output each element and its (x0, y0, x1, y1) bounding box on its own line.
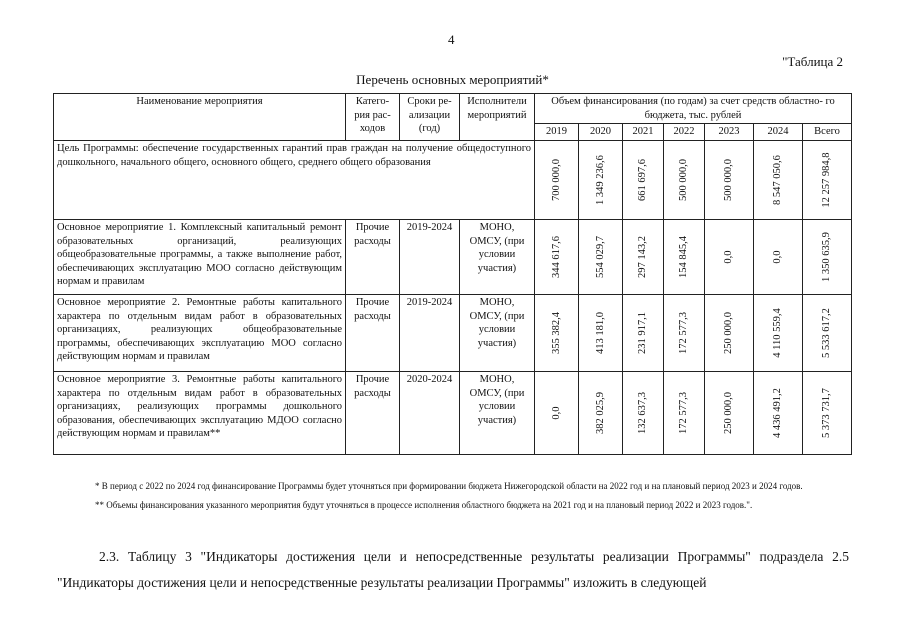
value-cell: 250 000,0 (705, 371, 754, 454)
table-row (54, 219, 852, 294)
header-name: Наименование мероприятия (54, 94, 346, 141)
total-cell: 5 533 617,2 (803, 294, 852, 371)
value-cell: 0,0 (535, 371, 579, 454)
body-paragraph (57, 544, 849, 596)
table-row (54, 371, 852, 454)
activity-category: Прочие расходы (346, 294, 400, 371)
activity-category: Прочие расходы (346, 371, 400, 454)
header-total: Всего (803, 124, 852, 141)
paragraph-text: 2.3. Таблицу 3 "Индикаторы достижения цели и непосредственные результаты реализации Программы" подраздела 2.5 "Индикаторы достижения цели и непосредственные результаты реализации Программы" изложить в следующей (57, 549, 849, 590)
value-cell: 297 143,2 (623, 219, 664, 294)
value-cell: 172 577,3 (664, 371, 705, 454)
value-cell: 700 000,0 (535, 140, 579, 219)
value-cell: 0,0 (754, 219, 803, 294)
value-cell: 661 697,6 (623, 140, 664, 219)
activity-name: Основное мероприятие 3. Ремонтные работы капитального характера по отдельным видам работ в образовательных организациях, реализующих программы дошкольного образования, обеспечивающих эксплуатацию МДОО согласно действующим нормам и правилам** (54, 371, 346, 454)
header-executors: Исполнители мероприятий (460, 94, 535, 141)
header-category: Катего- рия рас- ходов (346, 94, 400, 141)
total-cell: 5 373 731,7 (803, 371, 852, 454)
activity-category: Прочие расходы (346, 219, 400, 294)
table-reference: "Таблица 2 (782, 54, 843, 69)
footnote: * В период с 2022 по 2024 год финансирование Программы будет уточняться при формировании бюджета Нижегородской области на 2022 год и на плановый период 2023 и 2024 годов. (95, 481, 803, 491)
activity-executors: МОНО, ОМСУ, (при условии участия) (460, 294, 535, 371)
page-number: 4 (448, 32, 455, 47)
goal-row (54, 140, 852, 219)
value-cell: 132 637,3 (623, 371, 664, 454)
goal-text: Цель Программы: обеспечение государственных гарантий прав граждан на получение общедоступного дошкольного, начального общего, основного общего, среднего общего образования (54, 140, 535, 219)
activity-terms: 2020-2024 (400, 371, 460, 454)
activities-table (53, 93, 852, 455)
value-cell: 154 845,4 (664, 219, 705, 294)
value-cell: 382 025,9 (579, 371, 623, 454)
header-terms: Сроки ре- ализации (год) (400, 94, 460, 141)
activity-executors: МОНО, ОМСУ, (при условии участия) (460, 219, 535, 294)
header-year: 2021 (623, 124, 664, 141)
header-year: 2019 (535, 124, 579, 141)
value-cell: 172 577,3 (664, 294, 705, 371)
total-cell: 12 257 984,8 (803, 140, 852, 219)
table-row (54, 294, 852, 371)
header-year: 2020 (579, 124, 623, 141)
value-cell: 1 349 236,6 (579, 140, 623, 219)
value-cell: 554 029,7 (579, 219, 623, 294)
activity-name: Основное мероприятие 2. Ремонтные работы капитального характера по отдельным видам работ в образовательных организациях, реализующих общеобразовательные программы, обеспечивающих эксплуатацию МОО согласно действующим нормам и правилам (54, 294, 346, 371)
header-year: 2024 (754, 124, 803, 141)
header-year: 2023 (705, 124, 754, 141)
value-cell: 355 382,4 (535, 294, 579, 371)
value-cell: 8 547 050,6 (754, 140, 803, 219)
value-cell: 4 436 491,2 (754, 371, 803, 454)
footnotes (57, 480, 849, 512)
header-row (54, 94, 852, 124)
value-cell: 250 000,0 (705, 294, 754, 371)
value-cell: 500 000,0 (705, 140, 754, 219)
value-cell: 4 110 559,4 (754, 294, 803, 371)
activity-terms: 2019-2024 (400, 294, 460, 371)
table-title: Перечень основных мероприятий* (356, 72, 549, 87)
value-cell: 0,0 (705, 219, 754, 294)
value-cell: 344 617,6 (535, 219, 579, 294)
activity-name: Основное мероприятие 1. Комплексный капитальный ремонт образовательных организаций, реализующих общеобразовательные программы, а также выполнение работ, обеспечивающих эксплуатацию МОО согласно действующим нормам и правилам (54, 219, 346, 294)
activity-terms: 2019-2024 (400, 219, 460, 294)
total-cell: 1 350 635,9 (803, 219, 852, 294)
activity-executors: МОНО, ОМСУ, (при условии участия) (460, 371, 535, 454)
value-cell: 500 000,0 (664, 140, 705, 219)
header-funding: Объем финансирования (по годам) за счет средств областно- го бюджета, тыс. рублей (535, 94, 852, 124)
value-cell: 413 181,0 (579, 294, 623, 371)
header-year: 2022 (664, 124, 705, 141)
footnote: ** Объемы финансирования указанного мероприятия будут уточняться в процессе исполнения областного бюджета на 2021 год и на плановый период 2022 и 2023 годов.". (95, 500, 753, 511)
value-cell: 231 917,1 (623, 294, 664, 371)
